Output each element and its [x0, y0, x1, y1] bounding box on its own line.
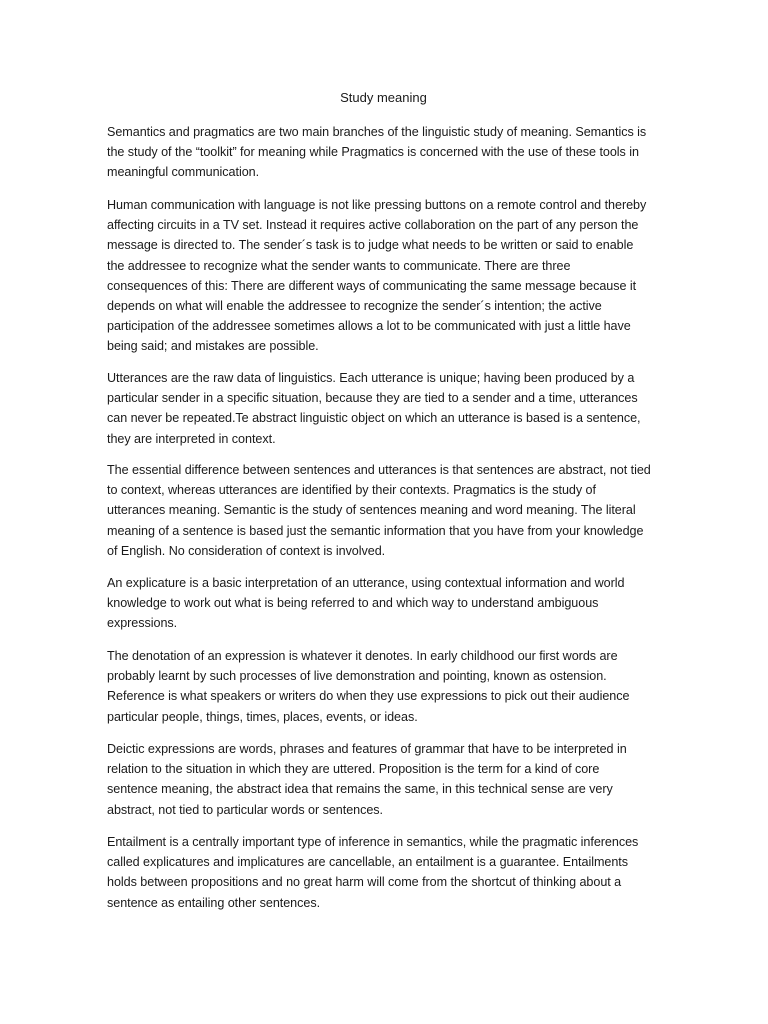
text-line: abstract, not tied to particular words or sentences.	[107, 802, 384, 817]
text-line: meaning of a sentence is based just the semantic information that you have from your knowledge	[107, 523, 644, 538]
text-line: knowledge to work out what is being referred to and which way to understand ambiguous	[107, 596, 599, 611]
text-line: sentence as entailing other sentences.	[107, 895, 321, 910]
text-line: the study of the “toolkit” for meaning while Pragmatics is concerned with the use of these tools in	[107, 145, 639, 160]
paragraph-denotation	[107, 646, 667, 727]
text-line: Utterances are the raw data of linguistics. Each utterance is unique; having been produced by a	[107, 371, 635, 385]
text-line: depends on what will enable the addressee to recognize the sender´s intention; the active	[107, 299, 602, 314]
text-line: of English. No consideration of context is involved.	[107, 543, 386, 558]
text-line: sentence meaning, the abstract idea that remains the same, in this technical sense are very	[107, 782, 613, 797]
text-line: Human communication with language is not like pressing buttons on a remote control and thereby	[107, 198, 647, 212]
paragraph-sentences-vs-utterances	[107, 460, 667, 561]
text-line: holds between propositions and no great harm will come from the shortcut of thinking about a	[107, 875, 622, 890]
paragraph-human-communication	[107, 195, 667, 357]
text-line: expressions.	[107, 616, 178, 631]
text-line: Semantics and pragmatics are two main branches of the linguistic study of meaning. Semantics is	[107, 125, 647, 139]
paragraph-deictic-expressions	[107, 739, 667, 820]
text-line: relation to the situation in which they are uttered. Proposition is the term for a kind of core	[107, 762, 600, 777]
paragraph-entailment	[107, 832, 667, 913]
paragraph-utterances	[107, 368, 667, 449]
text-line: message is directed to. The sender´s task is to judge what needs to be written or said to enable	[107, 238, 634, 253]
text-line: can never be repeated.Te abstract linguistic object on which an utterance is based is a sentence,	[107, 411, 641, 426]
text-line: to context, whereas utterances are identified by their contexts. Pragmatics is the study of	[107, 483, 596, 498]
text-line: The essential difference between sentences and utterances is that sentences are abstract, not tied	[107, 463, 651, 477]
text-line: particular sender in a specific situation, because they are tied to a sender and a time, utterances	[107, 391, 638, 406]
text-line: Entailment is a centrally important type of inference in semantics, while the pragmatic inferences	[107, 835, 639, 849]
text-line: probably learnt by such processes of live demonstration and pointing, known as ostension.	[107, 669, 607, 684]
text-line: Reference is what speakers or writers do when they use expressions to pick out their audience	[107, 689, 630, 704]
text-line: Deictic expressions are words, phrases and features of grammar that have to be interpreted in	[107, 742, 627, 756]
text-line: participation of the addressee sometimes allows a lot to be communicated with just a little have	[107, 319, 631, 334]
text-line: the addressee to recognize what the sender wants to communicate. There are three	[107, 258, 571, 273]
text-line: consequences of this: There are different ways of communicating the same message because it	[107, 278, 637, 293]
text-line: utterances meaning. Semantic is the study of sentences meaning and word meaning. The literal	[107, 503, 636, 518]
text-line: called explicatures and implicatures are cancellable, an entailment is a guarantee. Entailments	[107, 855, 628, 870]
text-line: they are interpreted in context.	[107, 431, 276, 446]
paragraph-semantics-pragmatics	[107, 122, 667, 183]
page-title: Study meaning	[340, 90, 427, 105]
text-line: affecting circuits in a TV set. Instead it requires active collaboration on the part of any person the	[107, 218, 639, 233]
text-line: An explicature is a basic interpretation of an utterance, using contextual information and world	[107, 576, 625, 590]
text-line: being said; and mistakes are possible.	[107, 339, 319, 354]
text-line: meaningful communication.	[107, 165, 260, 180]
text-line: The denotation of an expression is whatever it denotes. In early childhood our first words are	[107, 649, 618, 663]
text-line: particular people, things, times, places, events, or ideas.	[107, 709, 418, 724]
paragraph-explicature	[107, 573, 667, 634]
